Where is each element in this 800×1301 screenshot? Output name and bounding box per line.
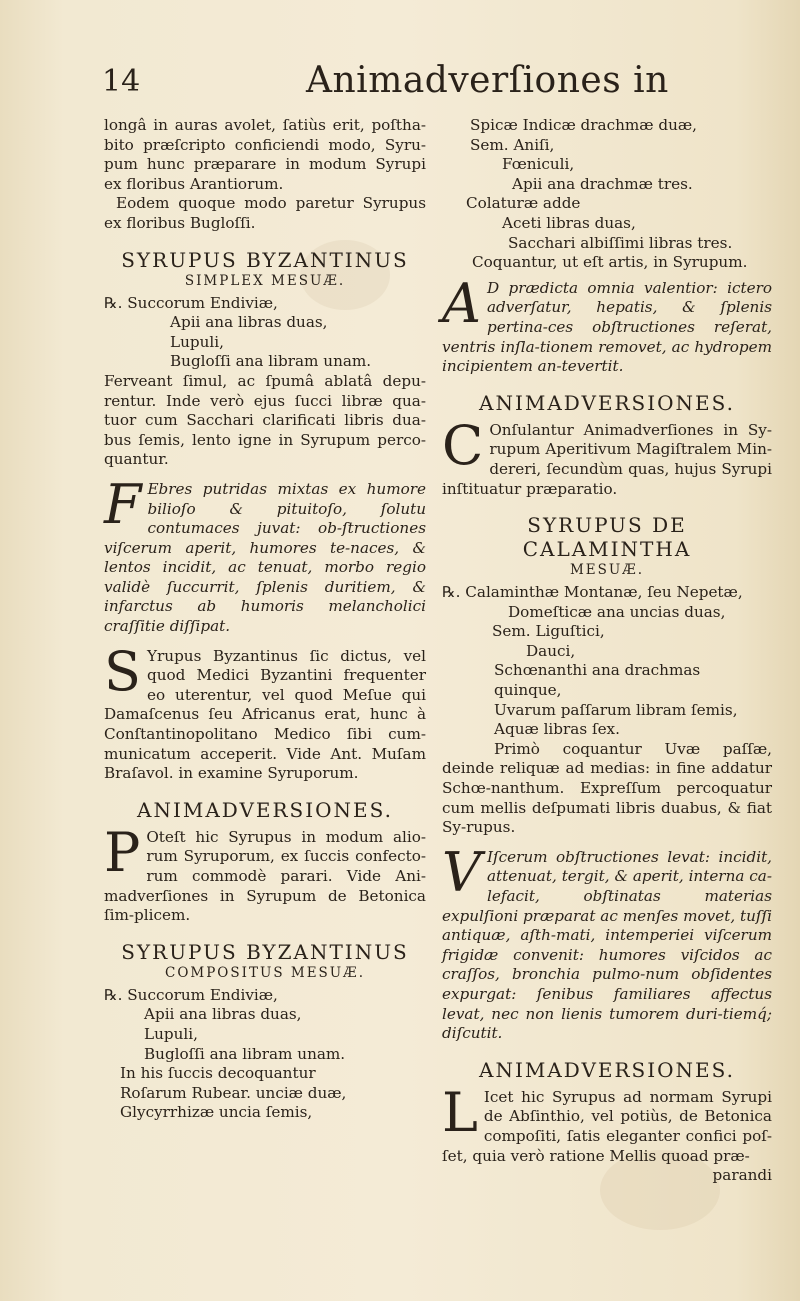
recipe-list (104, 986, 426, 1123)
drop-cap: A (442, 271, 481, 335)
recipe-line: Coquantur, ut eſt artis, in Syrupum. (472, 253, 748, 272)
recipe-line: Bugloſſi ana libram unam. (144, 1044, 346, 1063)
recipe-line: Roſarum Rubear. unciæ duæ, (120, 1083, 347, 1102)
recipe-line: ℞. Succorum Endiviæ, (104, 293, 278, 312)
animadversion-paragraph (442, 413, 772, 499)
recipe-line: Sem. Aniſi, (470, 135, 555, 154)
animadversion-text: Onſulantur Animadverſiones in Sy-rupum Aperitivum Magiſtralem Min-dereri, ſecundùm quas, hujus Syrupi inſtituatur præparatio. (442, 420, 772, 498)
recipe-line: Fœniculi, (502, 155, 575, 174)
intro-paragraph: longâ in auras avolet, ſatiùs erit, poſtha-bito præſcripto conficiendi modo, Syru-pum hunc præparare in modum Syrupi ex floribus Arantiorum. (104, 116, 426, 193)
section-heading: ANIMADVERSIONES. (479, 390, 735, 415)
recipe-list (442, 583, 772, 740)
running-head (96, 60, 746, 104)
drop-cap: S (104, 639, 141, 703)
recipe-line: Apii ana libras duas, (144, 1005, 302, 1024)
note-text: Yrupus Byzantinus ſic dictus, vel quod Medici Byzantini frequenter eo uterentur, vel quod Meſue qui Damaſcenus ſeu Africanus erat, hunc à Conſtantinopolitano Medico ſibi cum-municatum acceperit. Vide Ant. Muſam Braſavol. in examine Syruporum. (104, 646, 426, 783)
section-heading: SYRUPUS BYZANTINUS (121, 247, 409, 272)
recipe-line: Lupuli, (170, 332, 224, 351)
virtue-paragraph (104, 472, 426, 637)
note-paragraph (104, 639, 426, 784)
recipe-line: Spicæ Indicæ drachmæ duæ, (470, 116, 697, 134)
virtue-paragraph (442, 840, 772, 1044)
recipe-line: Colaturæ adde (466, 194, 581, 213)
drop-cap: C (442, 413, 484, 477)
section-subheading: COMPOSITUS MESUÆ. (165, 964, 365, 981)
recipe-line: ℞. Calaminthæ Montanæ, ſeu Nepetæ, (442, 583, 743, 602)
recipe-line: Apii ana drachmæ tres. (512, 174, 693, 193)
virtue-paragraph (442, 271, 772, 377)
animadversion-paragraph (442, 1080, 772, 1166)
recipe-line: Lupuli, (144, 1024, 198, 1043)
section-heading: SYRUPUS BYZANTINUS (121, 939, 409, 964)
page-title: Animadverſiones in (306, 60, 669, 101)
recipe-line: Uvarum paſſarum libram ſemis, (494, 700, 738, 719)
recipe-list (104, 294, 426, 372)
recipe-line: Glycyrrhizæ uncia ſemis, (120, 1103, 313, 1122)
left-column (104, 116, 426, 1123)
recipe-list (442, 116, 772, 273)
drop-cap: L (442, 1080, 478, 1144)
recipe-line: Sacchari albiſſimi libras tres. (508, 233, 733, 252)
recipe-line: Aquæ libras ſex. (494, 720, 620, 739)
drop-cap: V (442, 840, 481, 904)
virtue-text: D prædicta omnia valentior: ictero adverſatur, hepatis, & ſplenis pertina-ces obſtructiones reſerat, ventris inſla-tionem removet, ac hydropem incipientem an-tevertit. (442, 278, 772, 376)
recipe-line: Sem. Liguſtici, (492, 622, 605, 641)
drop-cap: F (104, 472, 142, 536)
method-paragraph: Primò coquantur Uvæ paſſæ, deinde reliquæ ad medias: in fine addatur Schœ-nanthum. Expreſſum percoquatur cum mellis deſpumati libris duabus, & fiat Sy-rupus. (442, 739, 772, 837)
method-paragraph: Ferveant ſimul, ac ſpumâ ablatâ depu-rentur. Inde verò ejus ſucci libræ qua-tuor cum Sacchari clarificati libris dua-bus ſemis, lento igne in Syrupum perco-quantur. (104, 371, 426, 469)
section-heading: ANIMADVERSIONES. (137, 797, 393, 822)
recipe-line: Apii ana libras duas, (170, 313, 328, 332)
animadversion-text: Oteſt hic Syrupus in modum alio-rum Syruporum, ex ſuccis confecto-rum commodè parari. Vide Ani-madverſiones in Syrupum de Betonica ſim-plicem. (104, 827, 426, 925)
section-heading: SYRUPUS DE CALAMINTHA (522, 513, 692, 562)
eodem-paragraph: Eodem quoque modo paretur Syrupus ex floribus Bugloſſi. (104, 194, 426, 232)
animadversion-paragraph (104, 820, 426, 926)
recipe-line: Dauci, (526, 641, 576, 660)
page-number: 14 (102, 64, 141, 99)
catchword: parandi (712, 1166, 772, 1185)
section-heading: ANIMADVERSIONES. (479, 1057, 735, 1082)
virtue-text: Iſcerum obſtructiones levat: incidit, attenuat, tergit, & aperit, interna ca-lefacit, obſtinatas materias expulſioni præparat ac menſes movet, tuſſi antiquæ, aſth-mati, intemperiei viſcerum frigidæ convenit: humores viſcidos ac craſſos, bronchia pulmo-num obſidentes expurgat: ſenibus familiares affectus levat, nec non lienis tumorem duri-tiemq́; diſcutit. (442, 847, 772, 1043)
section-subheading: MESUÆ. (569, 562, 645, 579)
right-column (442, 116, 772, 1186)
recipe-line: Schœnanthi ana drachmas quinque, (494, 661, 701, 700)
recipe-line: ℞. Succorum Endiviæ, (104, 985, 278, 1004)
section-subheading: SIMPLEX MESUÆ. (184, 272, 346, 289)
animadversion-text: Icet hic Syrupus ad normam Syrupi de Abſinthio, vel potiùs, de Betonica compoſiti, ſatis eleganter confici poſ-ſet, quia verò ratione Mellis quoad præ- (442, 1087, 772, 1165)
recipe-line: In his ſuccis decoquantur (120, 1064, 316, 1083)
drop-cap: P (104, 820, 141, 884)
recipe-line: Aceti libras duas, (502, 213, 636, 232)
virtue-text: Ebres putridas mixtas ex humore bilioſo & pituitoſo, ſolutu contumaces juvat: ob-ſtructiones viſcerum aperit, humores te-naces, & lentos incidit, ac tenuat, morbo regio validè ſuccurrit, ſplenis duritiem, & infarctus ab humoris melancholici craſſitie diſſipat. (104, 479, 426, 636)
recipe-line: Bugloſſi ana libram unam. (170, 352, 372, 371)
recipe-line: Domeſticæ ana uncias duas, (508, 602, 726, 621)
